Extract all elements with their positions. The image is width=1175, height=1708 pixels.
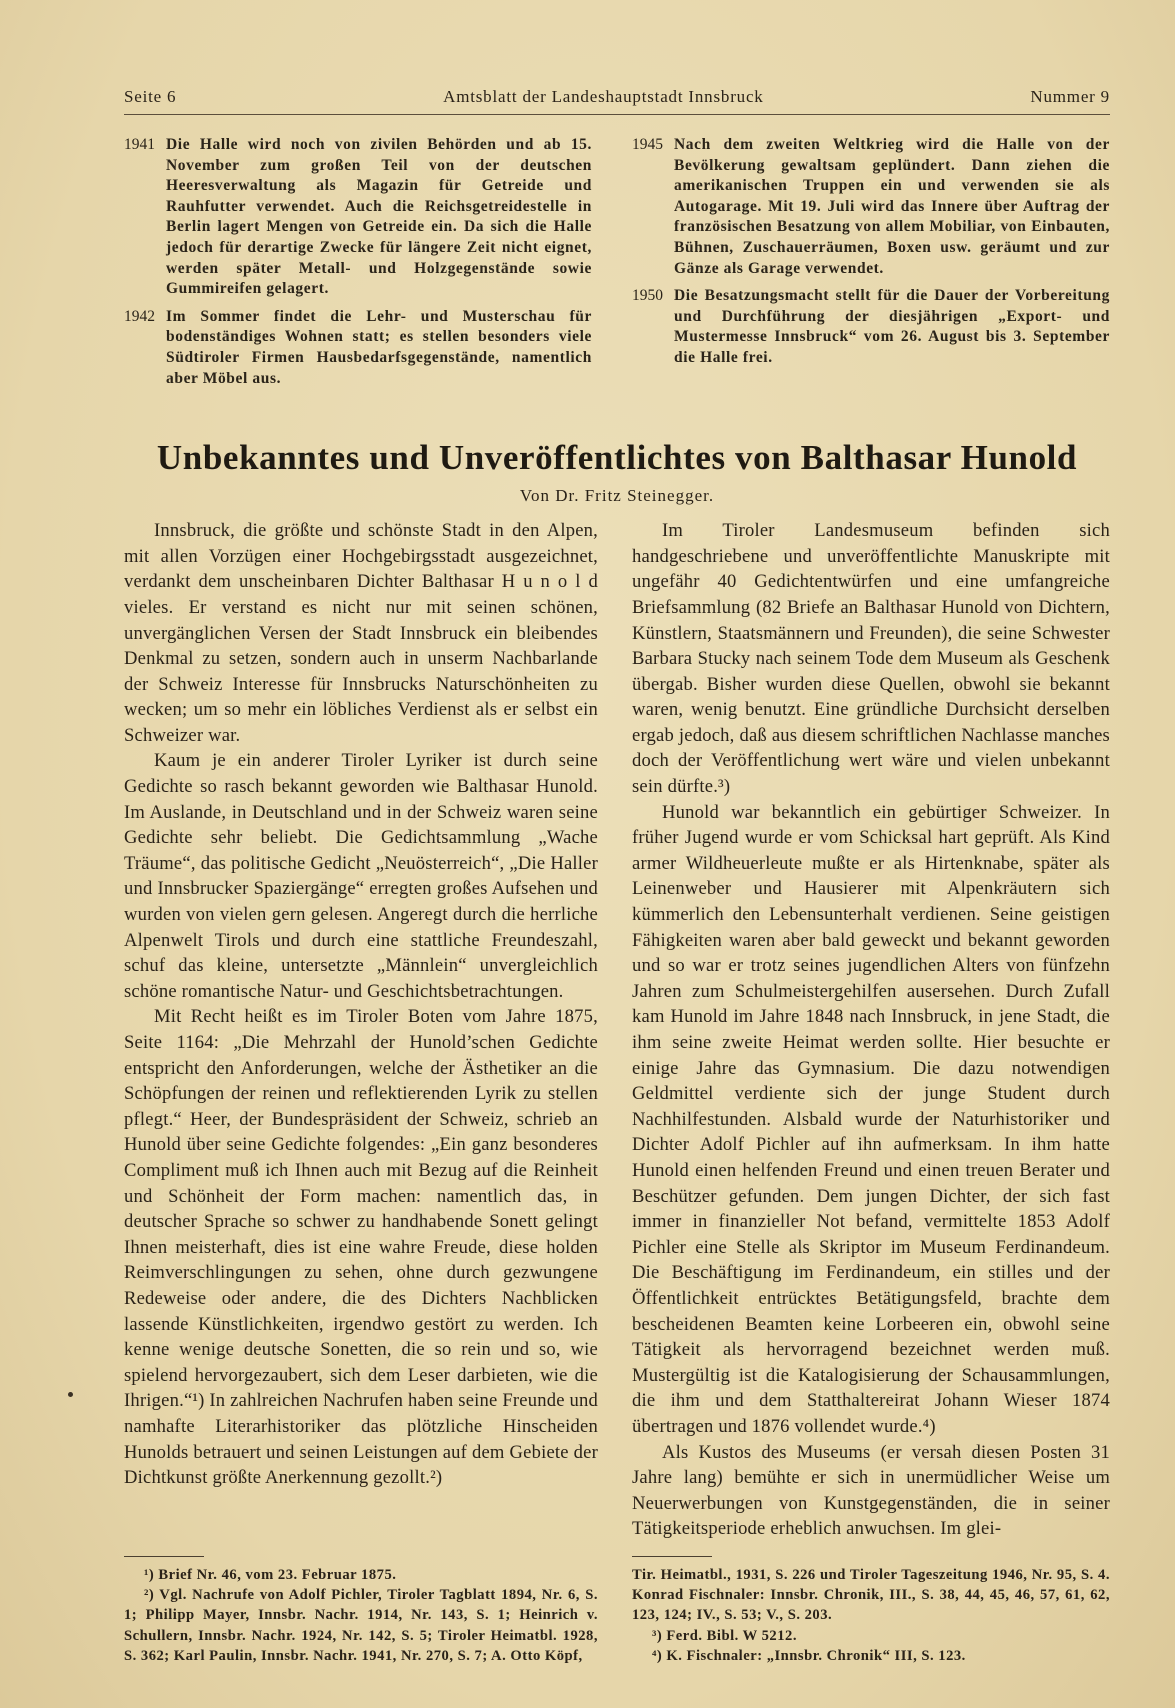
footnote: ⁴) K. Fischnaler: „Innsbr. Chronik“ III, S. 123. bbox=[652, 1648, 966, 1665]
footnotes-right bbox=[632, 1565, 1110, 1666]
publication-title: Amtsblatt der Landeshauptstadt Innsbruck bbox=[443, 87, 764, 106]
article-byline: Von Dr. Fritz Steinegger. bbox=[519, 486, 715, 506]
chronicle-text: Im Sommer findet die Lehr- und Musterschau für bodenständiges Wohnen statt; es stellen besonders viele Südtiroler Firmen Hausbedarfsgegenstände, namentlich aber Möbel aus. bbox=[166, 307, 592, 387]
chronicle-entry bbox=[632, 286, 1110, 368]
margin-mark bbox=[68, 1392, 73, 1397]
article-right-column-wrap bbox=[632, 518, 1110, 1666]
paragraph: Als Kustos des Museums (er versah diesen Posten 31 Jahre lang) bemühte er sich in unermüdlicher Weise um Neuerwerbungen von Kunstgegenständen, die in seiner Tätigkeitsperiode erheblich anwuchsen. Im glei- bbox=[632, 1441, 1110, 1540]
article-right-column bbox=[632, 518, 1110, 1542]
chronicle-year: 1950 bbox=[632, 287, 663, 305]
chronicle-entry bbox=[632, 135, 1110, 279]
paragraph: Mit Recht heißt es im Tiroler Boten vom Jahre 1875, Seite 1164: „Die Mehrzahl der Hunold’schen Gedichte entspricht den Anforderungen, welche der Ästhetiker an die Schöpfungen der reinen und reflektierenden Lyrik zu stellen pflegt.“ Heer, der Bundespräsident der Schweiz, schrieb an Hunold über seine Gedichte folgendes: „Ein ganz besonderes Compliment muß ich Ihnen auch mit Bezug auf die Reinheit und Schönheit der Form machen: namentlich das, in deutscher Sprache so schwer zu handhabende Sonett gelingt Ihnen meisterhaft, dies ist eine wahre Freude, diese holden Reimverschlingungen zu sehen, ohne durch gezwungene Redeweise oder andere, die des Dichters Nachblicken lassende Künstlichkeiten, irgendwo gestört zu werden. Ich kenne wenige deutsche Sonetten, die so rein und so, wie spielend hervorgezaubert, sich dem Leser darbieten, wie die Ihrigen.“¹) In zahlreichen Nachrufen haben seine Freunde und namhafte Literarhistoriker das plötzliche Hinscheiden Hunolds betrauert und seinen Leistungen auf dem Gebiete der Dichtkunst größte Anerkennung gezollt.²) bbox=[124, 1006, 598, 1489]
page-header bbox=[124, 84, 1110, 110]
paragraph: Kaum je ein anderer Tiroler Lyriker ist durch seine Gedichte so rasch bekannt geworden wie Balthasar Hunold. Im Auslande, in Deutschland und in der Schweiz waren seine Gedichte sehr beliebt. Die Gedichtsammlung „Wache Träume“, das politische Gedicht „Neuösterreich“, „Die Haller und Innsbrucker Spaziergänge“ erregten großes Aufsehen und wurden von vielen gern gelesen. Angeregt durch die herrliche Alpenwelt Tirols und durch eine stattliche Freundeszahl, schuf das kleine, untersetzte „Männlein“ unvergleichlich schöne romantische Natur- und Geschichtsbetrachtungen. bbox=[124, 750, 598, 1002]
page-number: Seite 6 bbox=[124, 87, 177, 106]
chronicle-year: 1945 bbox=[632, 136, 663, 153]
chronicle-entry bbox=[124, 307, 592, 389]
footnote: ¹) Brief Nr. 46, vom 23. Februar 1875. bbox=[144, 1566, 397, 1583]
chronicle-left-column bbox=[124, 135, 592, 396]
footnotes-left-block bbox=[124, 1542, 598, 1666]
chronicle-year: 1942 bbox=[124, 307, 155, 325]
paragraph: Im Tiroler Landesmuseum befinden sich handgeschriebene und unveröffentlichte Manuskripte mit ungefähr 40 Gedichtentwürfen und eine umfangreiche Briefsammlung (82 Briefe an Balthasar Hunold von Dichtern, Künstlern, Staatsmännern und Freunden), die seine Schwester Barbara Stucky nach seinem Tode dem Museum als Geschenk übergab. Bisher wurden diese Quellen, obwohl sie bekannt waren, wenig benutzt. Eine gründliche Durchsicht derselben ergab jedoch, daß aus diesem schriftlichen Nachlasse manches doch der Veröffentlichung wert wäre und vielen unbekannt sein dürfte.³) bbox=[632, 520, 1110, 798]
footnotes-right-block bbox=[632, 1542, 1110, 1666]
footnote: ³) Ferd. Bibl. W 5212. bbox=[652, 1627, 797, 1644]
chronicle-right-column bbox=[632, 135, 1110, 396]
chronicle bbox=[124, 135, 1110, 396]
paragraph: Hunold war bekanntlich ein gebürtiger Schweizer. In früher Jugend wurde er vom Schicksal hart geprüft. Als Kind armer Wildheuerleute mußte er als Hirtenknabe, später als Leinenweber und Hausierer mit Alpenkräutern sich kümmerlich den Lebensunterhalt verdienen. Seine geistigen Fähigkeiten waren aber bald geweckt und bekannt geworden und so war er trotz seines jugendlichen Alters von fünfzehn Jahren zum Schulmeistergehilfen ausersehen. Durch Zufall kam Hunold im Jahre 1848 nach Innsbruck, in jene Stadt, die ihm seine zweite Heimat werden sollte. Hier besuchte er einige Jahre das Gymnasium. Die dazu notwendigen Geldmittel verdiente sich der junge Student durch Nachhilfestunden. Alsbald wurde der Naturhistoriker und Dichter Adolf Pichler auf ihn aufmerksam. In ihm hatte Hunold einen helfenden Freund und einen treuen Berater und Beschützer gefunden. Dem jungen Dichter, der sich fast immer in finanzieller Not befand, vermittelte 1853 Adolf Pichler eine Stelle als Skriptor im Museum Ferdinandeum. Die Beschäftigung im Ferdinandeum, ein stilles und der Öffentlichkeit entrücktes Betätigungsfeld, brachte dem bescheidenen Beamten keine Lorbeeren ein, obwohl seine Tätigkeit als hervorragend bezeichnet werden muß. Mustergültig ist die Katalogisierung der Schausammlungen, die ihm und dem Statthaltereirat Johann Wieser 1874 übertragen und 1876 vollendet wurde.⁴) bbox=[632, 801, 1110, 1437]
chronicle-text: Die Halle wird noch von zivilen Behörden und ab 15. November zum großen Teil von der deutschen Heeresverwaltung als Magazin für Getreide und Rauhfutter verwendet. Auch die Reichsgetreidestelle in Berlin lagert Mengen von Getreide ein. Da sich die Halle jedoch für derartige Zwecke für längere Zeit nicht eignet, werden später Metall- und Holzgegenstände sowie Gummireifen gelagert. bbox=[166, 136, 592, 298]
article-left-column-wrap bbox=[124, 518, 598, 1666]
chronicle-year: 1941 bbox=[124, 136, 155, 153]
footnote-rule bbox=[632, 1556, 712, 1557]
article-left-column bbox=[124, 518, 598, 1491]
header-rule bbox=[124, 114, 1110, 115]
footnote-rule bbox=[124, 1556, 204, 1557]
footnote: Tir. Heimatbl., 1931, S. 226 und Tiroler Tageszeitung 1946, Nr. 95, S. 4. Konrad Fischnaler: Innsbr. Chronik, III., S. 38, 44, 45, 46, 57, 61, 62, 123, 124; IV., S. 53; V., S. 203. bbox=[632, 1566, 1110, 1624]
chronicle-text: Nach dem zweiten Weltkrieg wird die Halle von der Bevölkerung gewaltsam geplündert. Dann ziehen die amerikanischen Truppen ein und verwenden sie als Autogarage. Mit 19. Juli wird das Innere über Auftrag der französischen Besatzung von allem Mobiliar, von Einbauten, Bühnen, Zuschauerräumen, Boxen usw. geräumt und zur Gänze als Garage verwendet. bbox=[674, 136, 1110, 277]
footnote: ²) Vgl. Nachrufe von Adolf Pichler, Tiroler Tagblatt 1894, Nr. 6, S. 1; Philipp Mayer, Innsbr. Nachr. 1914, Nr. 143, S. 1; Heinrich v. Schullern, Innsbr. Nachr. 1924, Nr. 142, S. 5; Tiroler Heimatbl. 1928, S. 362; Karl Paulin, Innsbr. Nachr. 1941, Nr. 270, S. 7; A. Otto Köpf, bbox=[124, 1587, 598, 1665]
issue-number: Nummer 9 bbox=[1030, 87, 1110, 106]
article-body bbox=[124, 518, 1110, 1666]
article-title: Unbekanntes und Unveröffentlichtes von Balthasar Hunold bbox=[156, 438, 1078, 478]
footnotes-left bbox=[124, 1565, 598, 1666]
chronicle-text: Die Besatzungsmacht stellt für die Dauer der Vorbereitung und Durchführung der diesjährigen „Export- und Mustermesse Innsbruck“ vom 26. August bis 3. September die Halle frei. bbox=[674, 287, 1110, 366]
paragraph: Innsbruck, die größte und schönste Stadt in den Alpen, mit allen Vorzügen einer Hochgebirgsstadt ausgezeichnet, verdankt dem unscheinbaren Dichter Balthasar H u n o l d vieles. Er verstand es nicht nur mit seinen schönen, unvergänglichen Versen der Stadt Innsbruck ein bleibendes Denkmal zu setzen, sondern auch in unserm Nachbarlande der Schweiz Interesse für Innsbrucks Naturschönheiten zu wecken; um so mehr ein löbliches Verdienst als er selbst ein Schweizer war. bbox=[124, 520, 598, 746]
chronicle-entry bbox=[124, 135, 592, 300]
